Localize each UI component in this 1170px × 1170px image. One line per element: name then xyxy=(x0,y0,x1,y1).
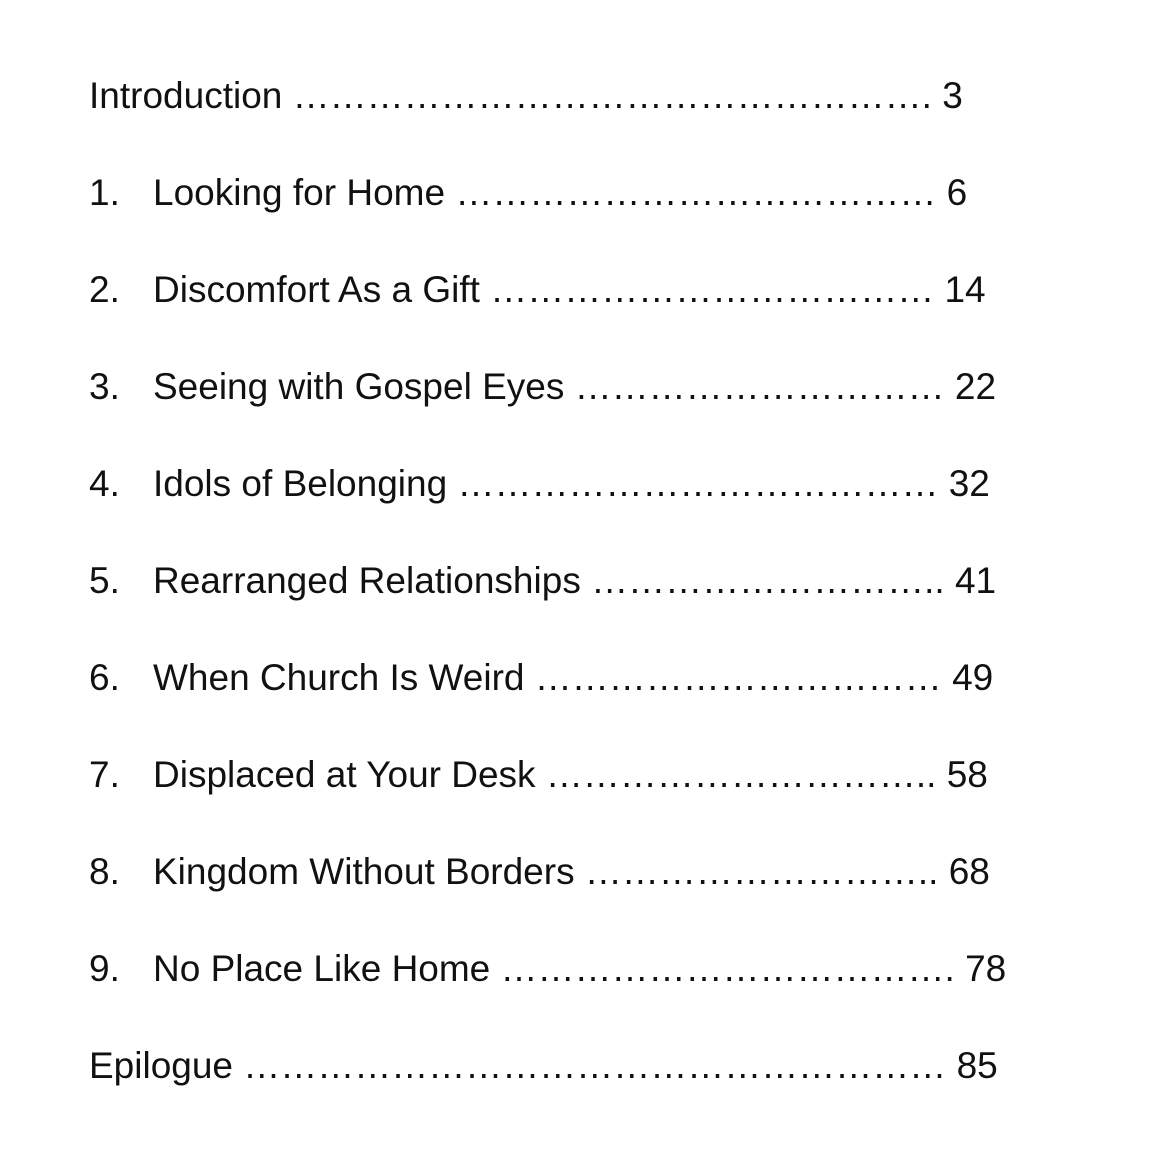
toc-entry-page: 85 xyxy=(956,1045,998,1086)
toc-entry-title: Rearranged Relationships xyxy=(153,560,581,601)
toc-entry-page: 32 xyxy=(948,463,990,504)
toc-entry-chapter-3 xyxy=(89,357,1064,454)
toc-entry-number: 6. xyxy=(89,657,120,698)
toc-entry-leader: ………………………….. xyxy=(545,754,937,795)
toc-entry-leader: ………………………………… xyxy=(457,463,939,504)
toc-entry-number: 7. xyxy=(89,754,120,795)
toc-entry-leader: ……………………….. xyxy=(584,851,939,892)
toc-entry-chapter-8 xyxy=(89,842,1064,939)
toc-entry-title: Epilogue xyxy=(89,1045,234,1086)
toc-entry-leader: ……………………….. xyxy=(591,560,945,601)
toc-entry-chapter-7 xyxy=(89,745,1064,842)
toc-entry-title: Introduction xyxy=(89,75,283,116)
toc-entry-leader: ………………………………. xyxy=(500,948,955,989)
toc-entry-number: 8. xyxy=(89,851,120,892)
toc-entry-page: 41 xyxy=(954,560,997,601)
toc-entry-number: 3. xyxy=(89,366,120,407)
toc-entry-leader: ………………………………………………… xyxy=(243,1045,947,1086)
toc-entry-title: Discomfort As a Gift xyxy=(153,269,480,310)
toc-entry-chapter-9 xyxy=(89,939,1064,1036)
toc-entry-chapter-4 xyxy=(89,454,1064,551)
toc-entry-page: 14 xyxy=(944,269,986,310)
toc-entry-title: Displaced at Your Desk xyxy=(153,754,536,795)
toc-entry-page: 49 xyxy=(952,657,994,698)
toc-entry-epilogue xyxy=(89,1036,1064,1133)
toc-entry-title: Looking for Home xyxy=(153,172,446,213)
toc-entry-number: 9. xyxy=(89,948,120,989)
toc-entry-chapter-2 xyxy=(89,260,1064,357)
toc-entry-page: 3 xyxy=(942,75,963,116)
toc-entry-title: Kingdom Without Borders xyxy=(153,851,575,892)
toc-entry-leader: ………………………………… xyxy=(455,172,937,213)
toc-entry-leader: ………………………… xyxy=(574,366,945,407)
toc-entry-page: 68 xyxy=(948,851,990,892)
table-of-contents xyxy=(89,66,1064,1133)
toc-entry-page: 6 xyxy=(946,172,968,213)
toc-entry-leader: …………………………… xyxy=(534,657,942,698)
toc-entry-title: No Place Like Home xyxy=(153,948,491,989)
toc-entry-title: Idols of Belonging xyxy=(153,463,448,504)
toc-entry-introduction xyxy=(89,66,1064,163)
toc-entry-title: When Church Is Weird xyxy=(153,657,525,698)
toc-entry-chapter-1 xyxy=(89,163,1064,260)
toc-entry-page: 22 xyxy=(954,366,997,407)
toc-entry-chapter-5 xyxy=(89,551,1064,648)
toc-entry-page: 78 xyxy=(965,948,1007,989)
toc-entry-page: 58 xyxy=(946,754,988,795)
toc-entry-leader: ……………………………… xyxy=(490,269,935,310)
toc-entry-number: 1. xyxy=(89,172,120,213)
toc-entry-number: 2. xyxy=(89,269,120,310)
toc-entry-number: 4. xyxy=(89,463,120,504)
toc-entry-chapter-6 xyxy=(89,648,1064,745)
toc-entry-title: Seeing with Gospel Eyes xyxy=(153,366,565,407)
toc-entry-leader: ……………………………………………. xyxy=(292,75,932,116)
toc-entry-number: 5. xyxy=(89,560,120,601)
